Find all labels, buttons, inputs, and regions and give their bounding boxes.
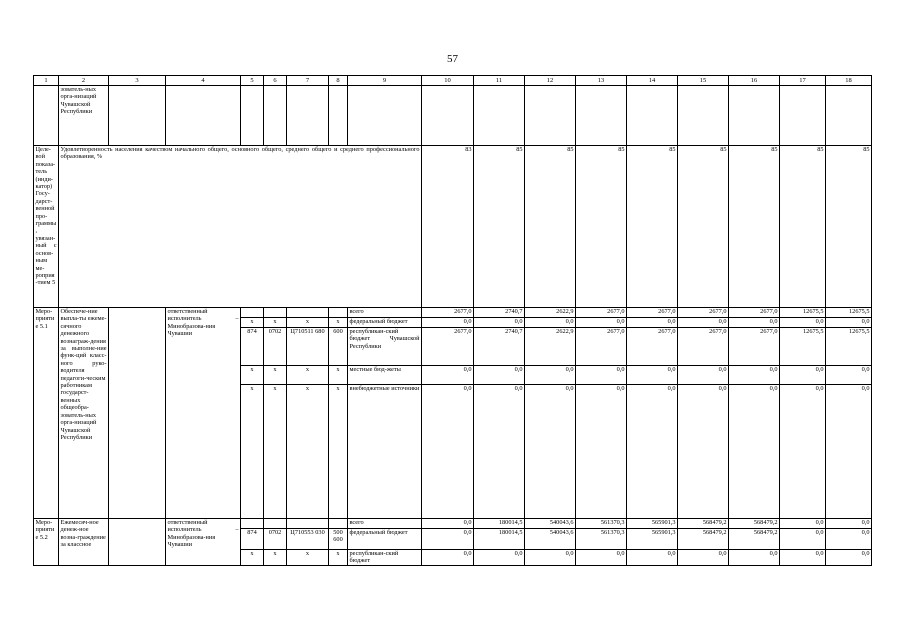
- target-indicator-description: Удовлетворенность населения качеством начального общего, основного общего, среднего общего и среднего профессионального образования, %: [59, 146, 422, 308]
- grbs-code: [241, 519, 264, 529]
- column-number: 3: [109, 76, 166, 86]
- funding-source: федеральный бюджет: [348, 318, 422, 328]
- expense-type-code: [329, 308, 348, 318]
- year-value: 12675,5: [826, 328, 872, 366]
- section-code: x: [264, 550, 287, 566]
- year-value: 0,0: [627, 318, 678, 328]
- target-indicator-value: 85: [525, 146, 576, 308]
- year-value: 0,0: [474, 318, 525, 328]
- budget-table: [33, 75, 872, 566]
- expense-type-code: x: [329, 318, 348, 328]
- year-value: 0,0: [422, 519, 474, 529]
- year-value: 2740,7: [474, 308, 525, 318]
- target-indicator-value: 85: [678, 146, 729, 308]
- year-value: 568479,2: [729, 519, 780, 529]
- column-number-row: [34, 76, 872, 86]
- year-value: 0,0: [780, 519, 826, 529]
- grbs-code: [241, 308, 264, 318]
- measure-col3: [109, 519, 166, 566]
- measure-col3: [109, 308, 166, 519]
- year-value: 0,0: [826, 550, 872, 566]
- year-value: 0,0: [678, 366, 729, 385]
- column-number: 12: [525, 76, 576, 86]
- year-value: 0,0: [627, 550, 678, 566]
- year-value: 2677,0: [678, 328, 729, 366]
- year-value: 0,0: [627, 366, 678, 385]
- measure-name: Обеспече-ние выпла-ты ежеме-сячного денежного вознаграж-дения за выполне-ние функ-ций класс-ного руко-водителя педагоги-ческим работникам государст-венных общеобра-зователь-ных орга-низаций Чувашской Республики: [59, 308, 109, 519]
- year-value: 568479,2: [729, 529, 780, 550]
- year-value: 565901,3: [627, 529, 678, 550]
- target-article-code: Ц710511 680: [287, 328, 329, 366]
- year-value: 0,0: [525, 550, 576, 566]
- funding-source: местные бюд-жеты: [348, 366, 422, 385]
- column-number: 5: [241, 76, 264, 86]
- section-code: [264, 308, 287, 318]
- column-number: 8: [329, 76, 348, 86]
- year-value: 2622,9: [525, 308, 576, 318]
- funding-source: республикан-ский бюджет Чувашской Республики: [348, 328, 422, 366]
- grbs-code: x: [241, 366, 264, 385]
- grbs-code: 874: [241, 529, 264, 550]
- target-indicator-value: 85: [474, 146, 525, 308]
- measure-executor: ответственный исполнитель – Минобразова-ния Чувашии: [166, 519, 241, 566]
- year-value: 0,0: [678, 385, 729, 519]
- expense-type-code: 500 600: [329, 529, 348, 550]
- expense-type-code: x: [329, 366, 348, 385]
- expense-type-code: x: [329, 385, 348, 519]
- grbs-code: x: [241, 385, 264, 519]
- year-value: 0,0: [576, 550, 627, 566]
- expense-type-code: x: [329, 550, 348, 566]
- measure-label: Меро-приятие 5.2: [34, 519, 59, 566]
- year-value: 0,0: [525, 318, 576, 328]
- year-value: 2677,0: [729, 308, 780, 318]
- budget-row: [34, 308, 872, 318]
- target-indicator-value: 85: [826, 146, 872, 308]
- year-value: 2677,0: [678, 308, 729, 318]
- year-value: 0,0: [826, 385, 872, 519]
- target-article-code: x: [287, 385, 329, 519]
- year-value: 0,0: [678, 550, 729, 566]
- measure-label: Меро-приятие 5.1: [34, 308, 59, 519]
- funding-source: внебюджетные источники: [348, 385, 422, 519]
- year-value: 540043,6: [525, 519, 576, 529]
- expense-type-code: [329, 519, 348, 529]
- year-value: 568479,2: [678, 519, 729, 529]
- target-indicator-value: 83: [422, 146, 474, 308]
- year-value: 0,0: [826, 529, 872, 550]
- funding-source: всего: [348, 308, 422, 318]
- year-value: 0,0: [780, 366, 826, 385]
- section-code: 0702: [264, 529, 287, 550]
- column-number: 1: [34, 76, 59, 86]
- year-value: 0,0: [678, 318, 729, 328]
- target-article-code: x: [287, 318, 329, 328]
- column-number: 15: [678, 76, 729, 86]
- column-number: 14: [627, 76, 678, 86]
- year-value: 0,0: [627, 385, 678, 519]
- continuation-name: зователь-ных орга-низаций Чувашской Республики: [59, 86, 109, 146]
- section-code: x: [264, 366, 287, 385]
- year-value: 0,0: [422, 385, 474, 519]
- year-value: 2677,0: [422, 328, 474, 366]
- year-value: 2677,0: [729, 328, 780, 366]
- column-number: 17: [780, 76, 826, 86]
- year-value: 0,0: [729, 550, 780, 566]
- year-value: 0,0: [422, 550, 474, 566]
- column-number: 2: [59, 76, 109, 86]
- year-value: 12675,5: [780, 328, 826, 366]
- target-article-code: [287, 308, 329, 318]
- grbs-code: 874: [241, 328, 264, 366]
- target-article-code: x: [287, 366, 329, 385]
- measure-executor: ответственный исполнитель – Минобразова-ния Чувашии: [166, 308, 241, 519]
- year-value: 561370,3: [576, 529, 627, 550]
- funding-source: федеральный бюджет: [348, 529, 422, 550]
- year-value: 0,0: [422, 366, 474, 385]
- column-number: 7: [287, 76, 329, 86]
- year-value: 2677,0: [422, 308, 474, 318]
- expense-type-code: 600: [329, 328, 348, 366]
- column-number: 9: [348, 76, 422, 86]
- year-value: 0,0: [780, 318, 826, 328]
- column-number: 13: [576, 76, 627, 86]
- year-value: 0,0: [780, 385, 826, 519]
- continuation-col1: [34, 86, 59, 146]
- year-value: 180014,5: [474, 519, 525, 529]
- year-value: 0,0: [576, 318, 627, 328]
- year-value: 12675,5: [826, 308, 872, 318]
- column-number: 16: [729, 76, 780, 86]
- year-value: 0,0: [826, 366, 872, 385]
- column-number: 4: [166, 76, 241, 86]
- grbs-code: x: [241, 318, 264, 328]
- section-code: [264, 519, 287, 529]
- target-article-code: [287, 519, 329, 529]
- column-number: 11: [474, 76, 525, 86]
- target-article-code: x: [287, 550, 329, 566]
- target-article-code: Ц710553 030: [287, 529, 329, 550]
- column-number: 6: [264, 76, 287, 86]
- year-value: 0,0: [525, 385, 576, 519]
- year-value: 0,0: [826, 519, 872, 529]
- target-indicator-row: [34, 146, 872, 308]
- target-indicator-label: Целе-вой показа-тель (инди-катор) Госу-дарст-венной про-граммы, увязан-ный с основ-ным ме-роприя-тием 5: [34, 146, 59, 308]
- year-value: 0,0: [729, 385, 780, 519]
- year-value: 0,0: [474, 385, 525, 519]
- year-value: 0,0: [576, 385, 627, 519]
- section-code: 0702: [264, 328, 287, 366]
- year-value: 0,0: [780, 529, 826, 550]
- year-value: 2740,7: [474, 328, 525, 366]
- grbs-code: x: [241, 550, 264, 566]
- continuation-row: [34, 86, 872, 146]
- year-value: 2677,0: [627, 308, 678, 318]
- year-value: 0,0: [474, 550, 525, 566]
- column-number: 10: [422, 76, 474, 86]
- year-value: 0,0: [422, 529, 474, 550]
- target-indicator-value: 85: [576, 146, 627, 308]
- year-value: 0,0: [422, 318, 474, 328]
- year-value: 0,0: [780, 550, 826, 566]
- year-value: 12675,5: [780, 308, 826, 318]
- year-value: 0,0: [474, 366, 525, 385]
- year-value: 0,0: [826, 318, 872, 328]
- section-code: x: [264, 385, 287, 519]
- year-value: 2677,0: [627, 328, 678, 366]
- year-value: 2622,9: [525, 328, 576, 366]
- section-code: x: [264, 318, 287, 328]
- year-value: 565901,3: [627, 519, 678, 529]
- budget-row: [34, 519, 872, 529]
- year-value: 2677,0: [576, 328, 627, 366]
- measure-name: Ежемесяч-ное денеж-ное возна-граждение за классное: [59, 519, 109, 566]
- year-value: 540043,6: [525, 529, 576, 550]
- target-indicator-value: 85: [729, 146, 780, 308]
- year-value: 568479,2: [678, 529, 729, 550]
- year-value: 180014,5: [474, 529, 525, 550]
- column-number: 18: [826, 76, 872, 86]
- target-indicator-value: 85: [627, 146, 678, 308]
- year-value: 0,0: [525, 366, 576, 385]
- year-value: 0,0: [576, 366, 627, 385]
- year-value: 0,0: [729, 318, 780, 328]
- page-number: 57: [447, 53, 458, 65]
- funding-source: всего: [348, 519, 422, 529]
- year-value: 0,0: [729, 366, 780, 385]
- target-indicator-value: 85: [780, 146, 826, 308]
- year-value: 2677,0: [576, 308, 627, 318]
- funding-source: республикан-ский бюджет: [348, 550, 422, 566]
- year-value: 561370,3: [576, 519, 627, 529]
